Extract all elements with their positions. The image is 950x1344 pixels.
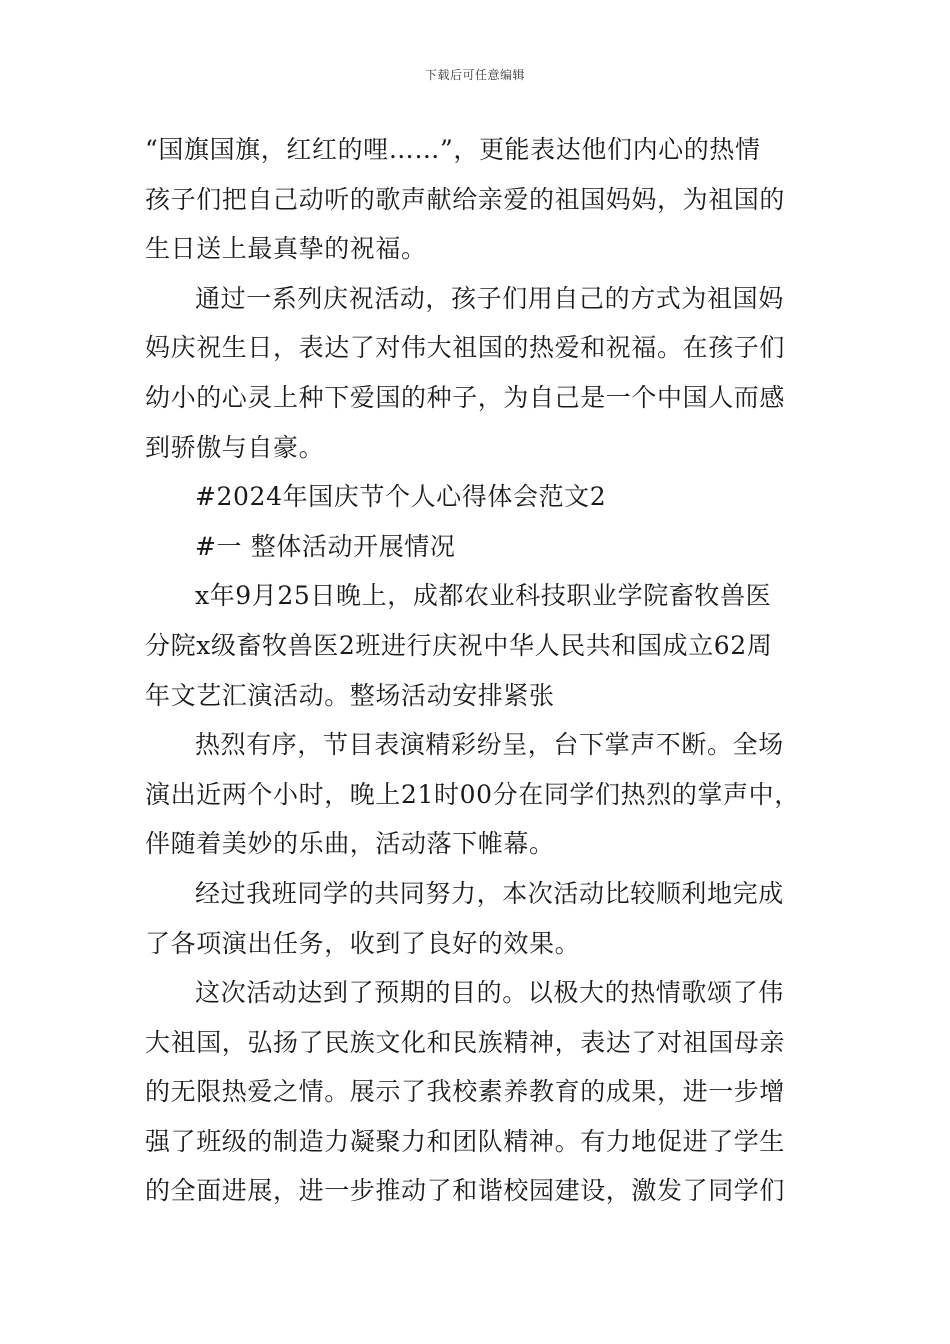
- document-body: [145, 125, 810, 1216]
- text-line: 的全面进展，进一步推动了和谐校园建设，激发了同学们: [145, 1176, 786, 1206]
- text-line: 热烈有序，节目表演精彩纷呈，台下掌声不断。全场: [195, 730, 784, 760]
- page-header: 下载后可任意编辑: [424, 68, 525, 82]
- text-line: 演出近两个小时，晚上21时00分在同学们热烈的掌声中，: [145, 779, 800, 809]
- text-line: 生日送上最真挚的祝福。: [145, 234, 427, 264]
- text-line: x年9月25日晚上，成都农业科技职业学院畜牧兽医: [195, 581, 772, 611]
- text-line: 到骄傲与自豪。: [145, 432, 325, 462]
- text-line: 的无限热爱之情。展示了我校素养教育的成果，进一步增: [145, 1077, 786, 1107]
- text-line: 妈庆祝生日，表达了对伟大祖国的热爱和祝福。在孩子们: [145, 333, 786, 363]
- text-line: 这次活动达到了预期的目的。以极大的热情歌颂了伟: [195, 978, 784, 1008]
- text-line: 年文艺汇演活动。整场活动安排紧张: [145, 680, 555, 710]
- text-line: 经过我班同学的共同努力，本次活动比较顺利地完成: [195, 878, 784, 908]
- text-line: “国旗国旗，红红的哩……”，更能表达他们内心的热情: [145, 135, 761, 164]
- text-line: 通过一系列庆祝活动，孩子们用自己的方式为祖国妈: [195, 283, 784, 313]
- text-line: 幼小的心灵上种下爱国的种子，为自己是一个中国人而感: [145, 382, 786, 412]
- text-line: 分院x级畜牧兽医2班进行庆祝中华人民共和国成立62周: [145, 630, 773, 660]
- text-line: 了各项演出任务，收到了良好的效果。: [145, 928, 581, 958]
- text-line: 强了班级的制造力凝聚力和团队精神。有力地促进了学生: [145, 1126, 786, 1156]
- text-line: 大祖国，弘扬了民族文化和民族精神，表达了对祖国母亲: [145, 1027, 786, 1057]
- section-heading: #一 整体活动开展情况: [195, 531, 456, 561]
- text-line: 伴随着美妙的乐曲，活动落下帷幕。: [145, 829, 555, 859]
- text-line: 孩子们把自己动听的歌声献给亲爱的祖国妈妈，为祖国的: [145, 184, 786, 214]
- section-heading: #2024年国庆节个人心得体会范文2: [195, 482, 607, 512]
